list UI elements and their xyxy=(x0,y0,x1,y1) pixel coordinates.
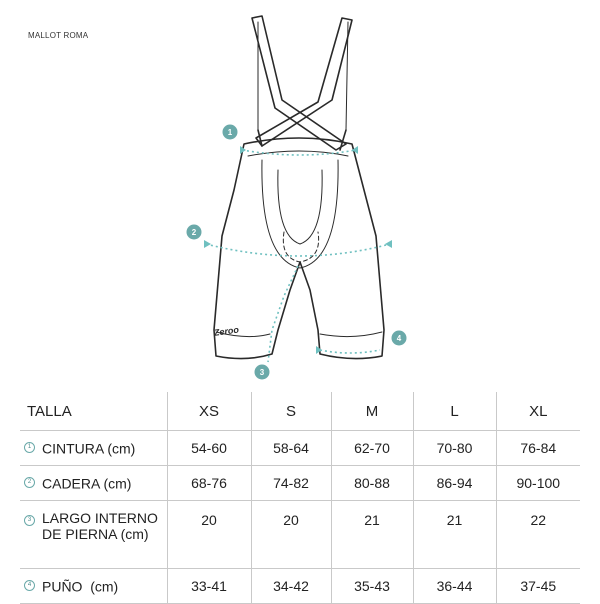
size-header-row xyxy=(20,392,580,431)
number-3-icon: 3 xyxy=(24,515,35,526)
size-m-header: M xyxy=(331,392,413,431)
marker-2-text: 2 xyxy=(191,228,197,237)
table-cell: 36-44 xyxy=(413,569,496,604)
row-label-line-1: LARGO INTERNO xyxy=(42,510,158,526)
talla-header: TALLA xyxy=(20,392,167,431)
number-2-icon: 2 xyxy=(24,477,35,488)
table-cell: 54-60 xyxy=(167,431,251,466)
table-cell: 20 xyxy=(251,501,331,569)
table-cell: 90-100 xyxy=(496,466,580,501)
marker-2 xyxy=(187,225,202,240)
table-cell: 37-45 xyxy=(496,569,580,604)
marker-1 xyxy=(223,125,238,140)
row-label-puno xyxy=(20,569,167,604)
marker-3-text: 3 xyxy=(259,368,265,377)
marker-1-text: 1 xyxy=(227,128,233,137)
table-row-puno xyxy=(20,569,580,604)
table-cell: 21 xyxy=(331,501,413,569)
marker-4-text: 4 xyxy=(396,334,402,343)
hip-measure-line xyxy=(206,244,390,256)
row-label-text: CADERA (cm) xyxy=(42,475,132,492)
table-cell: 74-82 xyxy=(251,466,331,501)
table-cell: 76-84 xyxy=(496,431,580,466)
table-row-cintura xyxy=(20,431,580,466)
size-chart-table xyxy=(20,392,580,604)
size-s-header: S xyxy=(251,392,331,431)
table-cell: 86-94 xyxy=(413,466,496,501)
table-cell: 58-64 xyxy=(251,431,331,466)
marker-3 xyxy=(255,365,270,380)
table-cell: 35-43 xyxy=(331,569,413,604)
size-l-header: L xyxy=(413,392,496,431)
table-cell: 70-80 xyxy=(413,431,496,466)
number-1-icon: 1 xyxy=(24,442,35,453)
brand-logo: Zeroo xyxy=(213,324,240,338)
marker-4 xyxy=(392,331,407,346)
shorts-outline xyxy=(214,138,384,359)
table-cell: 34-42 xyxy=(251,569,331,604)
row-label-text: PUÑO (cm) xyxy=(42,578,119,595)
table-cell: 21 xyxy=(413,501,496,569)
table-cell: 68-76 xyxy=(167,466,251,501)
product-name: MALLOT ROMA xyxy=(28,31,89,40)
row-label-line-2: DE PIERNA (cm) xyxy=(42,526,149,542)
table-cell: 62-70 xyxy=(331,431,413,466)
table-row-cadera xyxy=(20,466,580,501)
number-4-icon: 4 xyxy=(24,580,35,591)
size-xs-header: XS xyxy=(167,392,251,431)
table-cell: 22 xyxy=(496,501,580,569)
table-cell: 20 xyxy=(167,501,251,569)
row-label-text: CINTURA (cm) xyxy=(42,440,136,457)
right-strap xyxy=(256,18,352,146)
table-cell: 80-88 xyxy=(331,466,413,501)
row-label-cintura xyxy=(20,431,167,466)
table-row-largo xyxy=(20,501,580,569)
table-cell: 33-41 xyxy=(167,569,251,604)
cuff-measure-line xyxy=(320,350,380,353)
row-label-largo xyxy=(20,501,167,569)
size-xl-header: XL xyxy=(496,392,580,431)
row-label-cadera xyxy=(20,466,167,501)
row-label-multiline xyxy=(42,510,158,542)
left-strap xyxy=(252,16,346,150)
